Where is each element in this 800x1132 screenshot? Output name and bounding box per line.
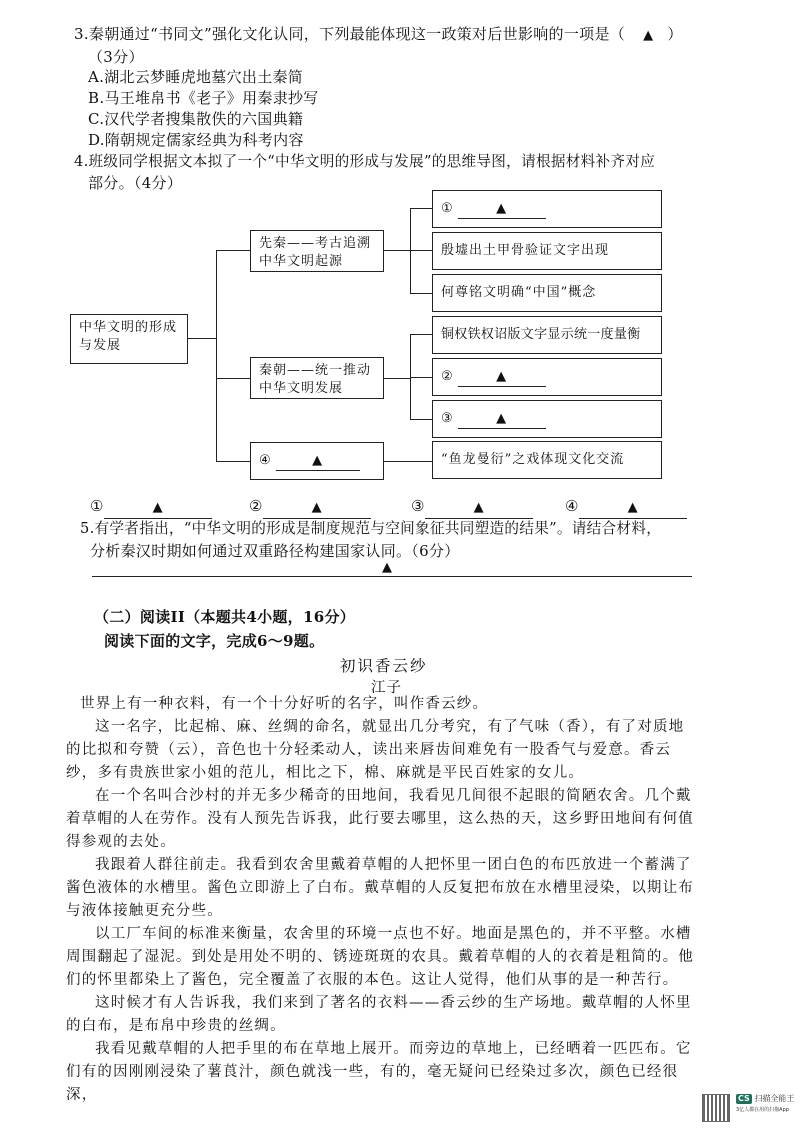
connector — [410, 419, 432, 420]
mindmap-branch-preqin — [250, 230, 384, 272]
q3-stem — [74, 24, 683, 46]
essay-body — [66, 693, 700, 1107]
q4-line1: 4.班级同学根据文本拟了一个“中华文明的形成与发展”的思维导图，请根据材料补齐对应 — [74, 153, 656, 170]
leaf-1-number: ① — [441, 201, 454, 216]
connector — [410, 250, 432, 251]
branch-preqin-text: 先秦——考古追溯中华文明起源 — [259, 236, 372, 269]
leaf-6-number: ③ — [441, 411, 454, 426]
mindmap-leaf-5 — [432, 358, 662, 396]
q3-stem-text: 3.秦朝通过“书同文”强化文化认同，下列最能体现这一政策对后世影响的一项是（ — [74, 25, 626, 43]
answer-2-number: ② — [249, 497, 263, 515]
connector — [188, 338, 216, 339]
mindmap-leaf-7 — [432, 441, 662, 479]
q5-answer-mark: ▲ — [382, 560, 392, 575]
mindmap-leaf-3 — [432, 274, 662, 312]
essay-paragraph: 世界上有一种衣料，有一个十分好听的名字，叫作香云纱。 — [80, 696, 489, 712]
answer-blank-2[interactable] — [249, 496, 371, 519]
connector — [410, 208, 432, 209]
q4-line2: 部分。（4分） — [88, 174, 183, 192]
watermark-sub: 3亿人都在用的扫描App — [736, 1107, 789, 1113]
connector — [384, 461, 432, 462]
essay-title: 初识香云纱 — [340, 657, 428, 675]
watermark-name: 扫描全能王 — [754, 1094, 795, 1103]
answer-1-mark: ▲ — [152, 500, 163, 515]
q3-close-paren: ） — [667, 25, 683, 43]
mindmap-branch-4 — [250, 442, 384, 480]
mindmap-root-text: 中华文明的形成与发展 — [79, 320, 178, 353]
essay-paragraph: 在一个名叫合沙村的并无多少稀奇的田地间，我看见几间很不起眼的简陋农舍。几个戴着草帽的人在劳作。没有人预先告诉我，此行要去哪里，这么热的天，这乡野田地间有何值得参观的去处。 — [66, 788, 694, 850]
connector — [384, 250, 410, 251]
answer-3-mark: ▲ — [473, 500, 484, 515]
leaf-4-text: 铜权铁权诏版文字显示统一度量衡 — [441, 327, 641, 342]
mindmap-branch-qin — [250, 357, 384, 399]
q5-line2: 分析秦汉时期如何通过双重路径构建国家认同。（6分） — [90, 542, 460, 560]
connector — [216, 461, 250, 462]
branch-qin-text: 秦朝——统一推动中华文明发展 — [259, 363, 372, 396]
mindmap-leaf-1 — [432, 190, 662, 228]
cs-logo-icon: CS — [738, 1094, 750, 1103]
mindmap-root — [70, 314, 188, 364]
q3-score: （3分） — [88, 48, 144, 66]
scanner-watermark — [736, 1094, 796, 1124]
answer-blank-3[interactable] — [411, 496, 533, 519]
leaf-5-mark: ▲ — [496, 369, 508, 384]
q3-option-d: D.隋朝规定儒家经典为科考内容 — [88, 131, 304, 149]
q3-option-c: C.汉代学者搜集散佚的六国典籍 — [88, 110, 304, 128]
branch-4-mark: ▲ — [312, 453, 324, 468]
essay-paragraph: 这时候才有人告诉我，我们来到了著名的衣料——香云纱的生产场地。戴草帽的人怀里的白布，是布帛中珍贵的丝绸。 — [66, 995, 692, 1034]
answer-3-number: ③ — [411, 497, 425, 515]
essay-author: 江子 — [371, 680, 402, 696]
leaf-2-text: 殷墟出土甲骨验证文字出现 — [441, 243, 610, 258]
leaf-3-text: 何尊铭文明确“中国”概念 — [441, 285, 597, 300]
essay-paragraph: 我跟着人群往前走。我看到农舍里戴着草帽的人把怀里一团白色的布匹放进一个蓄满了酱色液体的水槽里。酱色立即游上了白布。戴草帽的人反复把布放在水槽里浸染，以期让布与液体接触更充分些。 — [66, 857, 694, 919]
branch-4-number: ④ — [259, 453, 272, 468]
leaf-7-text: “鱼龙曼衍”之戏体现文化交流 — [441, 452, 625, 467]
connector — [216, 250, 250, 251]
section-instruction: 阅读下面的文字，完成6～9题。 — [104, 632, 325, 650]
mindmap-leaf-6 — [432, 400, 662, 438]
q3-option-a: A.湖北云梦睡虎地墓穴出土秦简 — [88, 68, 304, 86]
connector — [216, 250, 217, 462]
mindmap-leaf-4 — [432, 316, 662, 354]
connector — [410, 377, 432, 378]
q5-line1: 5.有学者指出，“中华文明的形成是制度规范与空间象征共同塑造的结果”。请结合材料， — [80, 520, 662, 537]
essay-paragraph: 我看见戴草帽的人把手里的布在草地上展开。而旁边的草地上，已经晒着一匹匹布。它们有的因刚刚浸染了薯莨汁，颜色就浅一些，有的，毫无疑问已经染过多次，颜色已经很深， — [66, 1041, 692, 1103]
connector — [216, 378, 250, 379]
connector — [384, 378, 410, 379]
answer-blank-4[interactable] — [565, 496, 687, 519]
answer-1-number: ① — [90, 497, 104, 515]
leaf-5-number: ② — [441, 369, 454, 384]
leaf-6-mark: ▲ — [496, 411, 508, 426]
essay-paragraph: 这一名字，比起棉、麻、丝绸的命名，就显出几分考究，有了气味（香），有了对质地的比拟和夸赞（云），音色也十分轻柔动人，读出来唇齿间难免有一股香气与爱意。香云纱，多有贵族世家小姐的范儿，相比之下，棉、麻就是平民百姓家的女儿。 — [66, 719, 685, 781]
answer-2-mark: ▲ — [311, 500, 322, 515]
q3-option-b: B.马王堆帛书《老子》用秦隶抄写 — [88, 89, 319, 107]
connector — [410, 334, 432, 335]
mindmap-leaf-2 — [432, 232, 662, 270]
answer-4-mark: ▲ — [627, 500, 638, 515]
q3-answer-mark: ▲ — [643, 28, 654, 43]
qr-code-icon — [702, 1094, 730, 1122]
essay-paragraph: 以工厂车间的标准来衡量，农舍里的环境一点也不好。地面是黑色的，并不平整。水槽周围翻起了湿泥。到处是用处不明的、锈迹斑斑的农具。戴着草帽的人的衣着是粗简的。他们的怀里都染上了酱色，完全覆盖了衣服的本色。这让人觉得，他们从事的是一种苦行。 — [66, 926, 694, 988]
answer-blank-1[interactable] — [90, 496, 212, 519]
leaf-1-mark: ▲ — [496, 201, 508, 216]
connector — [410, 293, 432, 294]
answer-4-number: ④ — [565, 497, 579, 515]
section-title: （二）阅读II（本题共4小题，16分） — [94, 608, 356, 626]
q5-answer-line[interactable] — [92, 576, 692, 577]
